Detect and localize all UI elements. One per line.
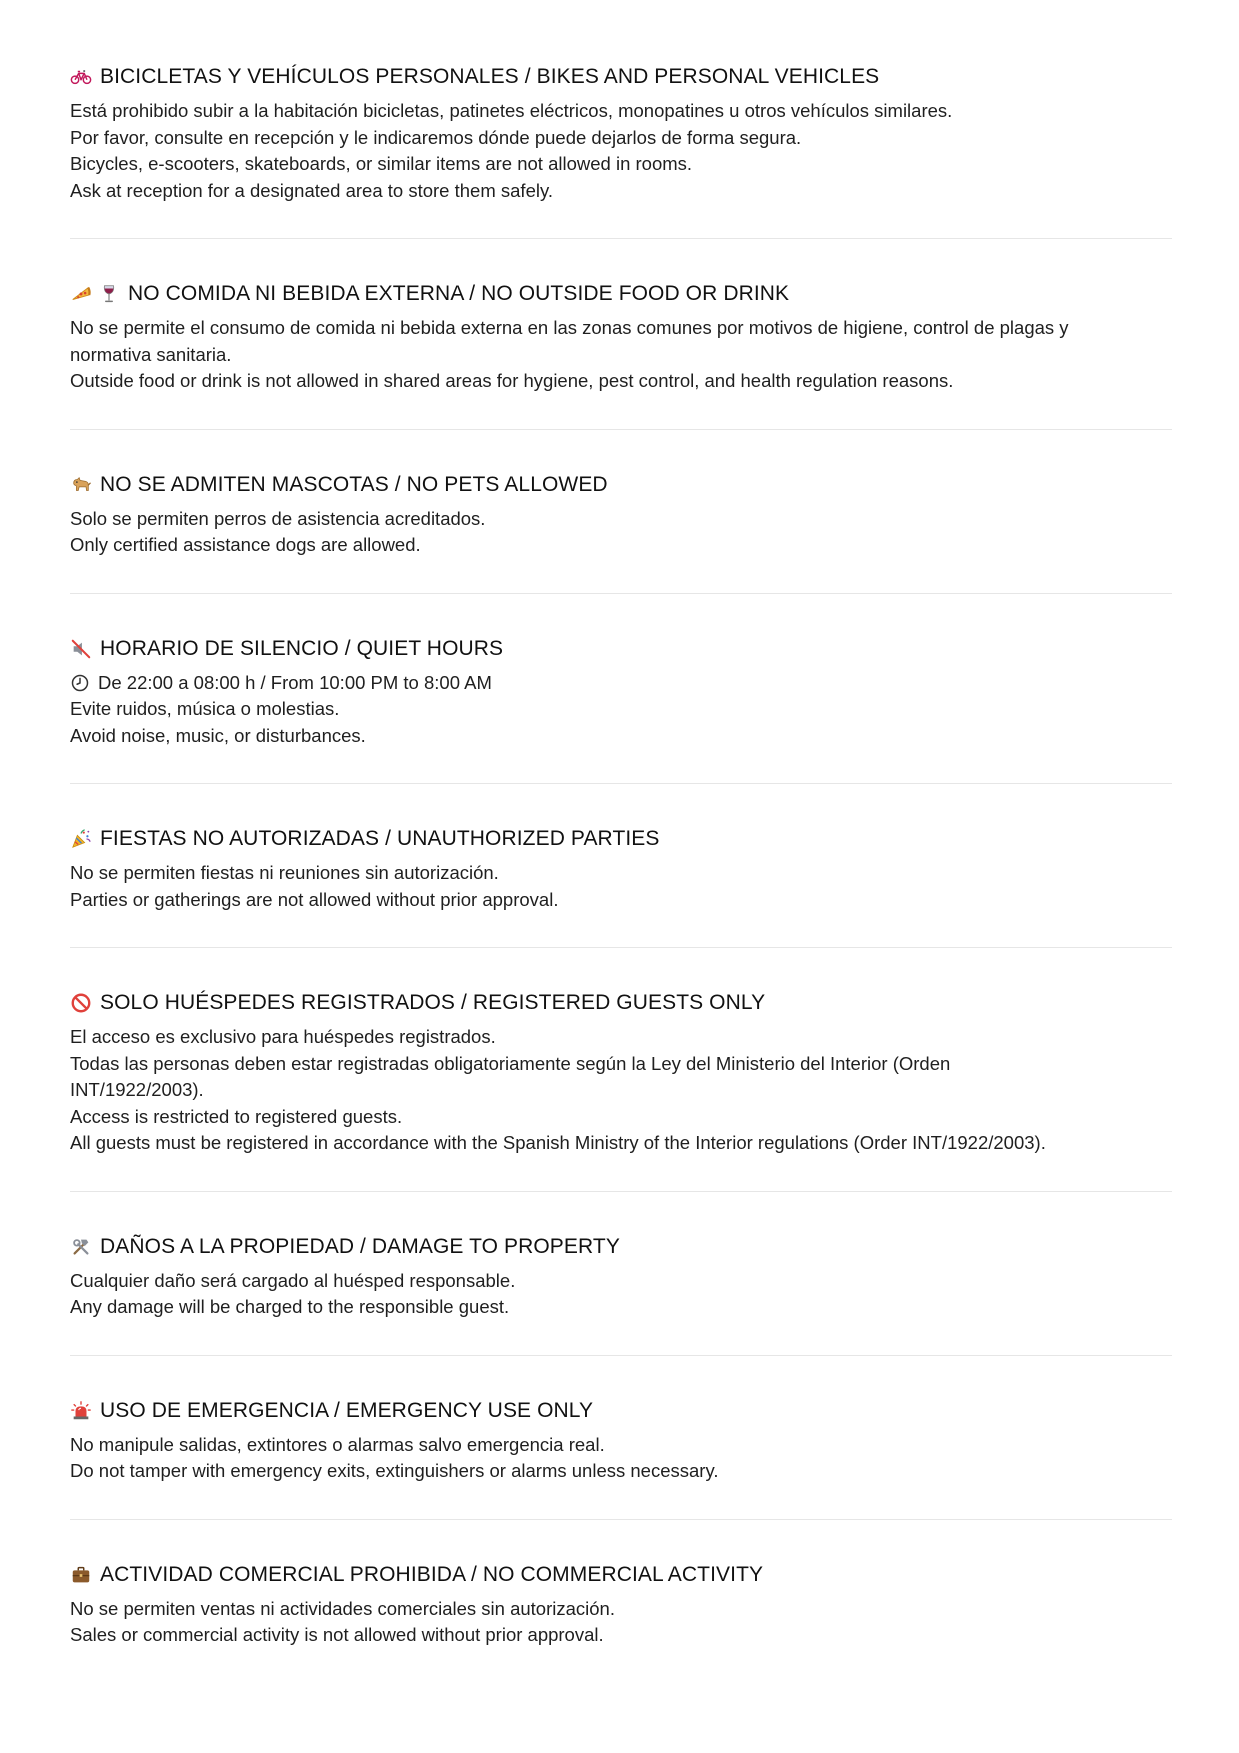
section-emergency [70,1396,1172,1520]
section-title: DAÑOS A LA PROPIEDAD / DAMAGE TO PROPERTY [100,1234,620,1258]
section-heading [70,470,1172,500]
section-damage [70,1232,1172,1356]
section-commercial [70,1560,1172,1683]
rule-text: All guests must be registered in accordance with the Spanish Ministry of the Interior regulations (Order INT/1922/2003). [70,1132,1046,1153]
rule-text: No se permiten fiestas ni reuniones sin autorización. [70,862,499,883]
party-popper-icon [70,828,92,850]
quiet-hours-time [70,670,1172,697]
rule-text: No se permiten ventas ni actividades comerciales sin autorización. [70,1597,615,1619]
rule-text: Sales or commercial activity is not allowed without prior approval. [70,1624,604,1645]
clock-icon [70,673,90,693]
section-title: BICICLETAS Y VEHÍCULOS PERSONALES / BIKES AND PERSONAL VEHICLES [100,65,880,88]
section-title: HORARIO DE SILENCIO / QUIET HOURS [100,636,504,660]
briefcase-icon [70,1564,92,1586]
section-pets [70,470,1172,594]
section-quiet-hours [70,634,1172,785]
prohibited-icon [70,992,92,1014]
pizza-icon [70,283,92,305]
rule-text: El acceso es exclusivo para huéspedes registrados. [70,1026,496,1047]
bicycle-icon [70,66,92,88]
rule-text: Solo se permiten perros de asistencia acreditados. [70,507,486,529]
rule-text: Evite ruidos, música o molestias. [70,698,340,719]
section-title: FIESTAS NO AUTORIZADAS / UNAUTHORIZED PARTIES [100,827,660,850]
section-parties [70,824,1172,948]
section-heading [70,62,1172,92]
siren-icon [70,1400,92,1422]
section-outside-food [70,279,1172,430]
rule-text: Outside food or drink is not allowed in shared areas for hygiene, pest control, and health regulation reasons. [70,370,954,391]
rule-text: Do not tamper with emergency exits, extinguishers or alarms unless necessary. [70,1460,719,1481]
section-title: SOLO HUÉSPEDES REGISTRADOS / REGISTERED GUESTS ONLY [100,991,766,1014]
section-registered-guests [70,988,1172,1192]
section-title: ACTIVIDAD COMERCIAL PROHIBIDA / NO COMMERCIAL ACTIVITY [100,1562,764,1586]
rule-text: normativa sanitaria. [70,343,232,365]
rule-text: No se permite el consumo de comida ni bebida externa en las zonas comunes por motivos de higiene, control de plagas y [70,317,1069,338]
section-title: NO COMIDA NI BEBIDA EXTERNA / NO OUTSIDE FOOD OR DRINK [128,282,790,305]
rule-text: Por favor, consulte en recepción y le indicaremos dónde puede dejarlos de forma segura. [70,126,802,148]
rule-text: Avoid noise, music, or disturbances. [70,724,366,746]
rule-text: Bicycles, e-scooters, skateboards, or similar items are not allowed in rooms. [70,153,693,174]
section-heading [70,1396,1172,1426]
rule-text: Only certified assistance dogs are allowed. [70,534,421,555]
rule-text: Access is restricted to registered guests. [70,1105,403,1127]
section-heading [70,824,1172,854]
time-range: De 22:00 a 08:00 h / From 10:00 PM to 8:00 AM [98,671,492,693]
section-heading [70,634,1172,664]
section-heading [70,988,1172,1018]
section-heading [70,1560,1172,1590]
muted-speaker-icon [70,638,92,660]
section-title: USO DE EMERGENCIA / EMERGENCY USE ONLY [100,1398,594,1422]
rule-text: INT/1922/2003). [70,1079,204,1100]
rule-text: No manipule salidas, extintores o alarmas salvo emergencia real. [70,1433,605,1455]
rule-text: Cualquier daño será cargado al huésped responsable. [70,1269,516,1291]
house-rules-document [70,62,1172,1683]
rule-text: Está prohibido subir a la habitación bicicletas, patinetes eléctricos, monopatines u otros vehículos similares. [70,100,953,121]
hammer-wrench-icon [70,1236,92,1258]
section-heading [70,1232,1172,1262]
section-heading [70,279,1172,309]
section-bikes [70,62,1172,239]
wine-glass-icon [98,283,120,305]
rule-text: Todas las personas deben estar registradas obligatoriamente según la Ley del Ministerio del Interior (Orden [70,1052,951,1074]
rule-text: Parties or gatherings are not allowed without prior approval. [70,888,559,910]
dog-icon [70,474,92,496]
rule-text: Ask at reception for a designated area to store them safely. [70,179,553,201]
section-title: NO SE ADMITEN MASCOTAS / NO PETS ALLOWED [100,472,608,496]
rule-text: Any damage will be charged to the responsible guest. [70,1296,510,1317]
